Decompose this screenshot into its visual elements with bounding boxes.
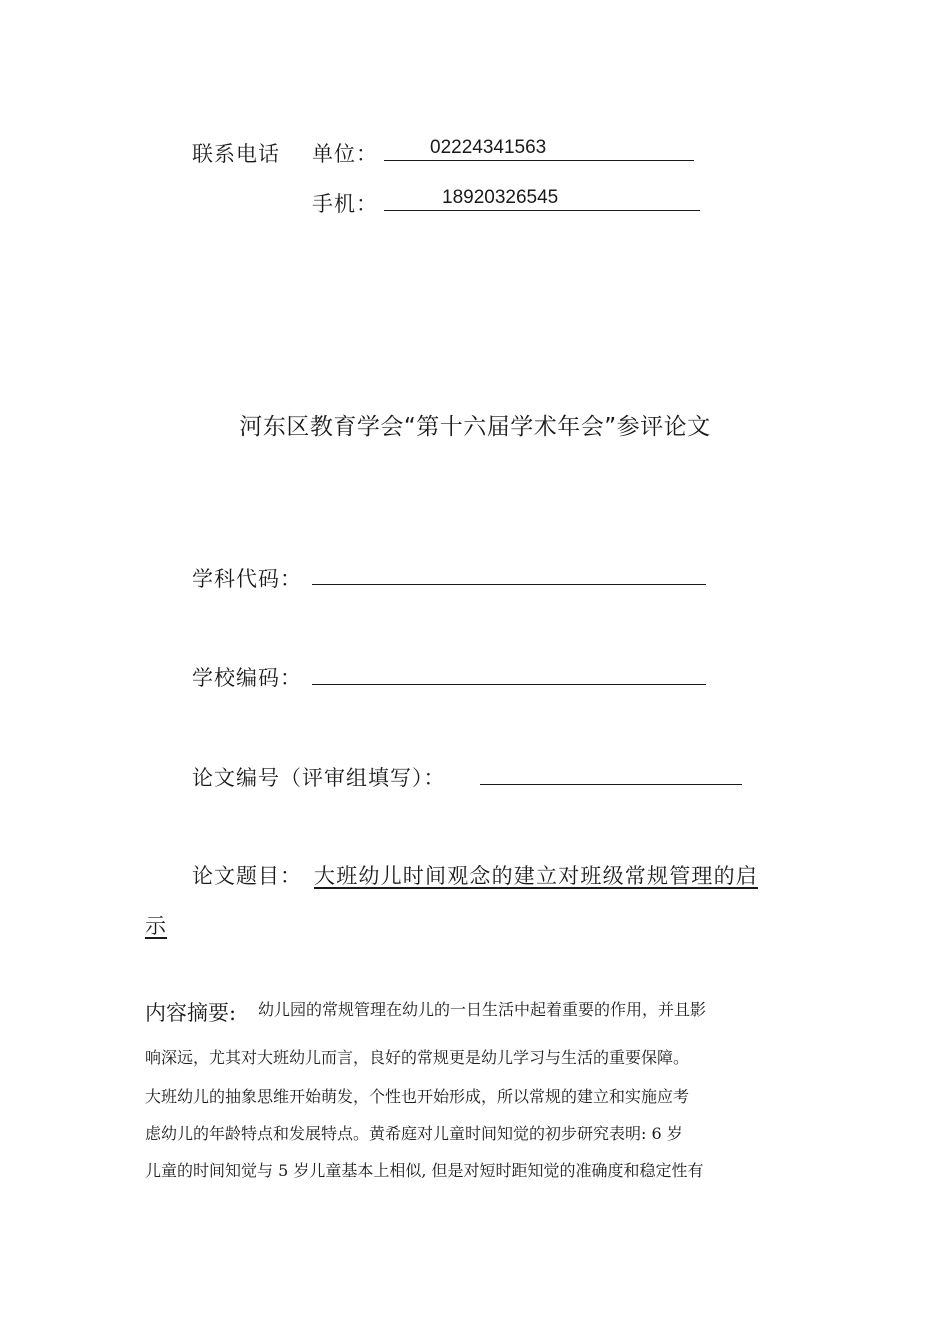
paper-number-label: 论文编号（评审组填写）：: [192, 766, 446, 790]
paper-title-line2-wrap: [145, 910, 263, 940]
mobile-phone-label: 手机：: [312, 192, 378, 216]
mobile-phone-value: 18920326545: [442, 187, 559, 208]
contact-label: 联系电话: [192, 142, 280, 166]
subject-code-label: 学科代码：: [192, 567, 302, 591]
abstract-line-4: 虑幼儿的年龄特点和发展特点。黄希庭对儿童时间知觉的初步研究表明: 6 岁: [145, 1124, 683, 1143]
school-code-label: 学校编码：: [192, 666, 302, 690]
unit-phone-field: [384, 136, 694, 161]
document-title: 河东区教育学会“第十六届学术年会”参评论文: [239, 414, 711, 440]
unit-phone-label: 单位：: [312, 142, 378, 166]
unit-phone-value: 02224341563: [430, 137, 547, 158]
subject-code-field: [312, 560, 706, 585]
abstract-line-1: 幼儿园的常规管理在幼儿的一日生活中起着重要的作用，并且影: [258, 1000, 707, 1019]
mobile-phone-field: [384, 186, 700, 211]
abstract-line-3: 大班幼儿的抽象思维开始萌发，个性也开始形成，所以常规的建立和实施应考: [145, 1087, 690, 1106]
school-code-field: [312, 660, 706, 685]
paper-number-field: [480, 760, 742, 785]
paper-title-line1: 大班幼儿时间观念的建立对班级常规管理的启: [314, 864, 758, 888]
paper-title-label: 论文题目：: [192, 864, 302, 888]
abstract-line-5: 儿童的时间知觉与 5 岁儿童基本上相似, 但是对短时距知觉的准确度和稳定性有: [145, 1161, 704, 1180]
abstract-label: 内容摘要:: [145, 1001, 237, 1025]
paper-title-line2: 示: [145, 914, 167, 938]
abstract-line-2: 响深远，尤其对大班幼儿而言，良好的常规更是幼儿学习与生活的重要保障。: [145, 1048, 690, 1067]
